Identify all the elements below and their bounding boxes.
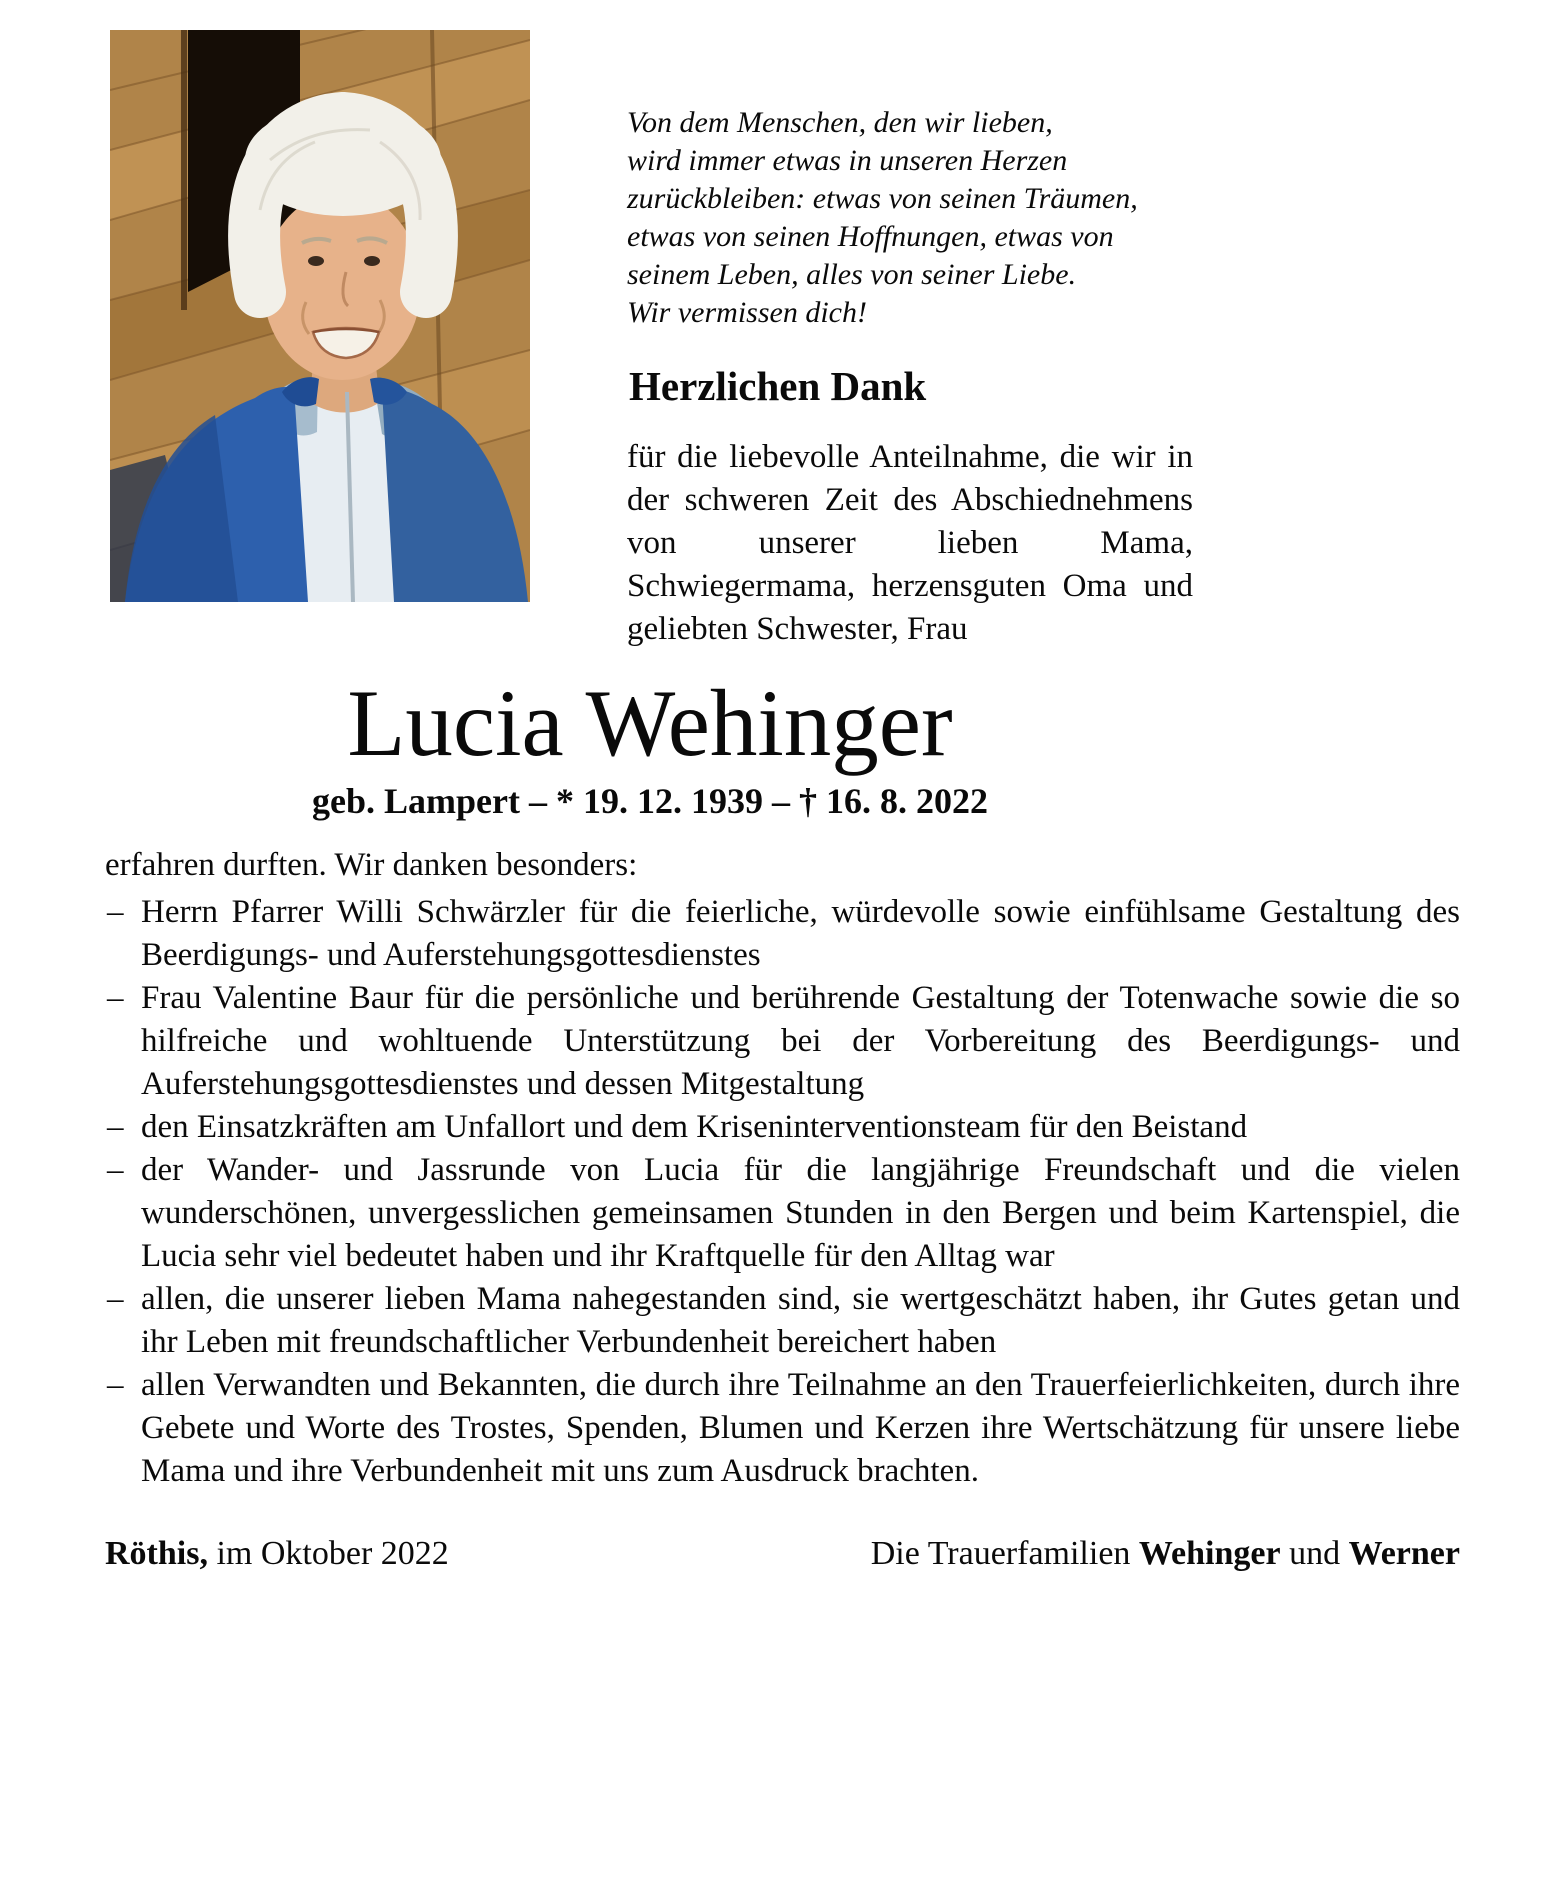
portrait-photo-illustration xyxy=(110,30,530,602)
quote-line: etwas von seinen Hoffnungen, etwas von xyxy=(627,220,1114,253)
intro-paragraph: für die liebevolle Anteilnahme, die wir in der schweren Zeit des Abschiednehmens von unserer lieben Mama, Schwiegermama, herzensguten Oma und geliebten Schwester, Frau xyxy=(627,439,1193,647)
name-block xyxy=(110,670,1190,822)
dash-bullet: – xyxy=(107,893,124,930)
birth-death-dates: geb. Lampert – * 19. 12. 1939 – † 16. 8. 2022 xyxy=(312,780,988,821)
lead-sentence: erfahren durften. Wir danken besonders: xyxy=(105,846,638,883)
list-item xyxy=(105,1364,1460,1493)
place-label: Röthis, xyxy=(105,1534,208,1572)
footer xyxy=(105,1535,1460,1573)
thanks-heading: Herzlichen Dank xyxy=(629,363,927,409)
list-item-text: Frau Valentine Baur für die persönliche und berührende Gestaltung der Totenwache sowie die so hilfreiche und wohltuende Unterstützung bei der Vorbereitung des Beerdigungs- und Auferstehungsgottesdienstes und dessen Mitgestaltung xyxy=(141,979,1460,1102)
quote-line: wird immer etwas in unseren Herzen xyxy=(627,144,1068,177)
quote-line: seinem Leben, alles von seiner Liebe. xyxy=(627,258,1077,291)
dash-bullet: – xyxy=(107,1108,124,1145)
list-item-text: den Einsatzkräften am Unfallort und dem Kriseninterventionsteam für den Beistand xyxy=(141,1108,1248,1145)
list-item xyxy=(105,1106,1460,1149)
thanks-list xyxy=(105,891,1460,1493)
list-item-text: Herrn Pfarrer Willi Schwärzler für die feierliche, würdevolle sowie einfühlsame Gestaltung des Beerdigungs- und Auferstehungsgottesdienstes xyxy=(141,893,1460,973)
quote-line: Wir vermissen dich! xyxy=(627,296,867,329)
date-label: im Oktober 2022 xyxy=(207,1534,449,1572)
list-item xyxy=(105,977,1460,1106)
memorial-quote xyxy=(627,104,1193,332)
list-item-text: der Wander- und Jassrunde von Lucia für die langjährige Freundschaft und die vielen wunderschönen, unvergesslichen gemeinsamen Stunden in den Bergen und beim Kartenspiel, die Lucia sehr viel bedeutet haben und ihr Kraftquelle für den Alltag war xyxy=(141,1151,1460,1274)
list-item-text: allen, die unserer lieben Mama nahegestanden sind, sie wertgeschätzt haben, ihr Gutes getan und ihr Leben mit freundschaftlicher Verbundenheit bereichert haben xyxy=(141,1280,1460,1360)
list-item xyxy=(105,1149,1460,1278)
quote-line: zurückbleiben: etwas von seinen Träumen, xyxy=(627,182,1138,215)
mourning-families xyxy=(871,1535,1460,1573)
and-label: und xyxy=(1280,1534,1349,1572)
deceased-name: Lucia Wehinger xyxy=(347,670,953,776)
portrait-photo xyxy=(110,30,530,602)
quote-line: Von dem Menschen, den wir lieben, xyxy=(627,106,1053,139)
top-section xyxy=(110,30,1460,651)
list-item xyxy=(105,891,1460,977)
list-item-text: allen Verwandten und Bekannten, die durch ihre Teilnahme an den Trauerfeierlichkeiten, durch ihre Gebete und Worte des Trostes, Spenden, Blumen und Kerzen ihre Wertschätzung für unsere liebe Mama und ihre Verbundenheit mit uns zum Ausdruck brachten. xyxy=(141,1366,1460,1489)
family-name-2: Werner xyxy=(1348,1534,1460,1572)
dash-bullet: – xyxy=(107,1366,124,1403)
list-item xyxy=(105,1278,1460,1364)
family-name-1: Wehinger xyxy=(1138,1534,1281,1572)
dash-bullet: – xyxy=(107,1151,124,1188)
families-prefix: Die Trauerfamilien xyxy=(870,1534,1139,1572)
place-date xyxy=(105,1535,449,1573)
dash-bullet: – xyxy=(107,1280,124,1317)
dash-bullet: – xyxy=(107,979,124,1016)
right-column xyxy=(627,30,1193,651)
